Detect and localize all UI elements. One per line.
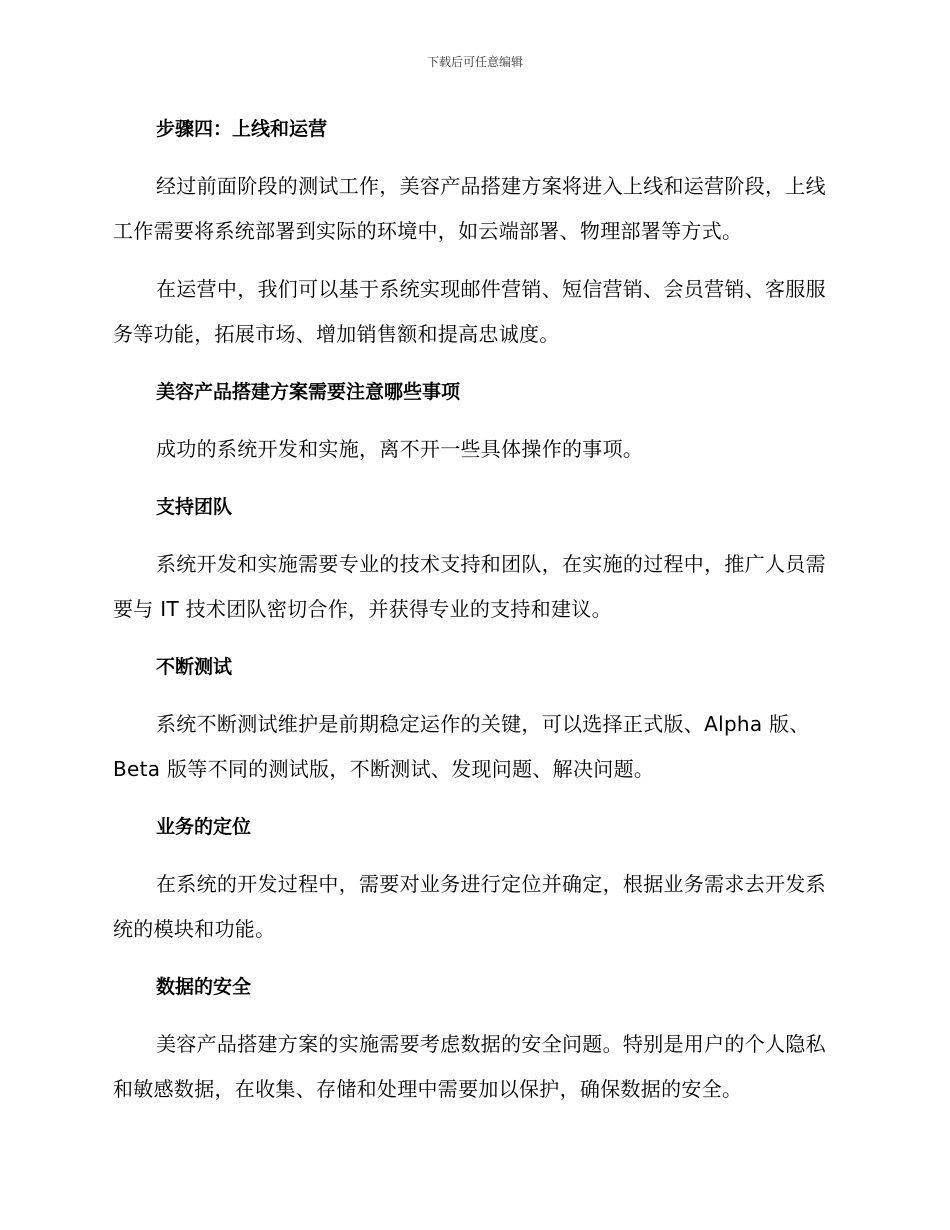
page-header: 下载后可任意编辑 [426,55,523,69]
document-body [113,114,833,1132]
paragraph-support-team: 系统开发和实施需要专业的技术支持和团队，在实施的过程中，推广人员需要与 IT 技术团队密切合作，并获得专业的支持和建议。 [113,552,826,621]
section-heading-notes: 美容产品搭建方案需要注意哪些事项 [156,381,461,403]
section-heading-step-four: 步骤四：上线和运营 [156,118,328,140]
section-heading-data-security: 数据的安全 [156,976,252,998]
paragraph-business-positioning: 在系统的开发过程中，需要对业务进行定位并确定，根据业务需求去开发系统的模块和功能。 [113,872,826,941]
paragraph-notes-intro: 成功的系统开发和实施，离不开一些具体操作的事项。 [156,437,644,461]
section-heading-business-positioning: 业务的定位 [156,816,252,838]
paragraph-launch: 经过前面阶段的测试工作，美容产品搭建方案将进入上线和运营阶段，上线工作需要将系统部署到实际的环境中，如云端部署、物理部署等方式。 [113,174,826,243]
paragraph-continuous-testing: 系统不断测试维护是前期稳定运作的关键，可以选择正式版、Alpha 版、Beta 版等不同的测试版，不断测试、发现问题、解决问题。 [113,712,810,781]
paragraph-operations: 在运营中，我们可以基于系统实现邮件营销、短信营销、会员营销、客服服务等功能，拓展市场、增加销售额和提高忠诚度。 [113,277,826,346]
paragraph-data-security: 美容产品搭建方案的实施需要考虑数据的安全问题。特别是用户的个人隐私和敏感数据，在收集、存储和处理中需要加以保护，确保数据的安全。 [113,1032,826,1101]
section-heading-continuous-testing: 不断测试 [156,656,233,678]
section-heading-support-team: 支持团队 [156,496,233,518]
